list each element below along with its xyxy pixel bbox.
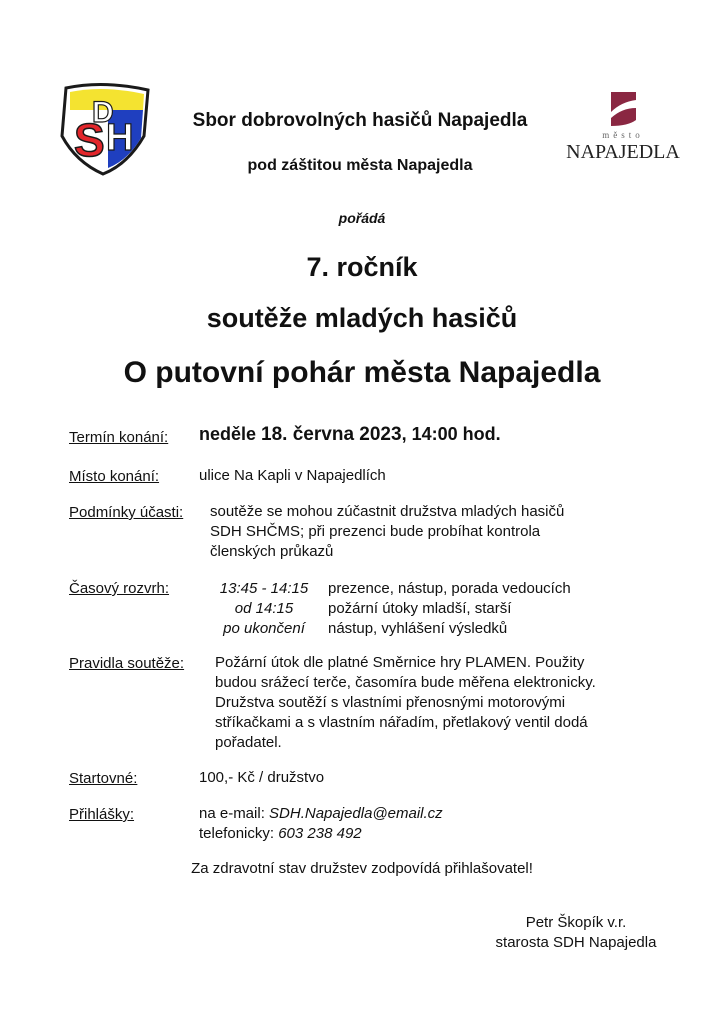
rules-line: stříkačkami a s vlastním nářadím, přetlakový ventil dodá [215, 714, 588, 731]
schedule-desc: prezence, nástup, porada vedoucích [328, 580, 571, 597]
date-label: Termín konání: [69, 429, 169, 446]
conditions-label: Podmínky účasti: [69, 504, 184, 521]
svg-text:H: H [106, 117, 134, 159]
rules-line: budou srážecí terče, časomíra bude měřena elektronicky. [215, 674, 596, 691]
schedule-time: po ukončení [223, 620, 305, 637]
email-prefix: na e-mail: [199, 805, 270, 822]
svg-text:NAPAJEDLA: NAPAJEDLA [566, 141, 680, 163]
svg-text:město: město [602, 130, 644, 140]
svg-text:D: D [92, 96, 114, 129]
rules-label: Pravidla soutěže: [69, 655, 185, 672]
place-label: Místo konání: [69, 468, 160, 485]
place-value: ulice Na Kapli v Napajedlích [199, 467, 386, 484]
applications-label: Přihlášky: [69, 806, 135, 823]
email-link[interactable]: SDH.Napajedla@email.cz [269, 805, 443, 822]
schedule-label: Časový rozvrh: [69, 580, 170, 597]
conditions-line: SDH SHČMS; při prezenci bude probíhat kontrola [210, 523, 541, 540]
schedule-desc: požární útoky mladší, starší [328, 600, 512, 617]
signature-name: Petr Škopík v.r. [525, 914, 627, 931]
trophy-title: O putovní pohár města Napajedla [123, 356, 601, 389]
edition-title: 7. ročník [306, 252, 418, 282]
phone-prefix: telefonicky: [199, 825, 279, 842]
date-time: , 14:00 hod. [401, 424, 501, 444]
patronage-line: pod záštitou města Napajedla [247, 157, 473, 174]
schedule-desc: nástup, vyhlášení výsledků [328, 620, 508, 637]
fee-value: 100,- Kč / družstvo [199, 769, 325, 786]
date-date: 18. června 2023 [261, 424, 402, 445]
rules-line: pořadatel. [215, 734, 282, 751]
conditions-line: soutěže se mohou zúčastnit družstva mladých hasičů [210, 503, 565, 520]
date-value [199, 424, 501, 446]
schedule-time: 13:45 - 14:15 [219, 580, 309, 597]
organization-name: Sbor dobrovolných hasičů Napajedla [192, 110, 528, 131]
signature-role: starosta SDH Napajedla [495, 934, 657, 951]
phone-number[interactable]: 603 238 492 [278, 825, 362, 842]
organizes-label: pořádá [338, 210, 386, 226]
svg-text:S: S [74, 114, 105, 166]
date-day: neděle [199, 424, 257, 444]
schedule-time: od 14:15 [234, 600, 294, 617]
fee-label: Startovné: [69, 770, 138, 787]
conditions-line: členských průkazů [210, 543, 334, 560]
health-note: Za zdravotní stav družstev zodpovídá přihlašovatel! [191, 860, 533, 877]
applications-email-line [199, 804, 443, 824]
applications-phone-line [199, 824, 362, 844]
rules-line: Družstva soutěží s vlastními přenosnými motorovými [215, 694, 566, 711]
competition-title: soutěže mladých hasičů [206, 303, 518, 333]
rules-line: Požární útok dle platné Směrnice hry PLAMEN. Použity [215, 654, 585, 671]
